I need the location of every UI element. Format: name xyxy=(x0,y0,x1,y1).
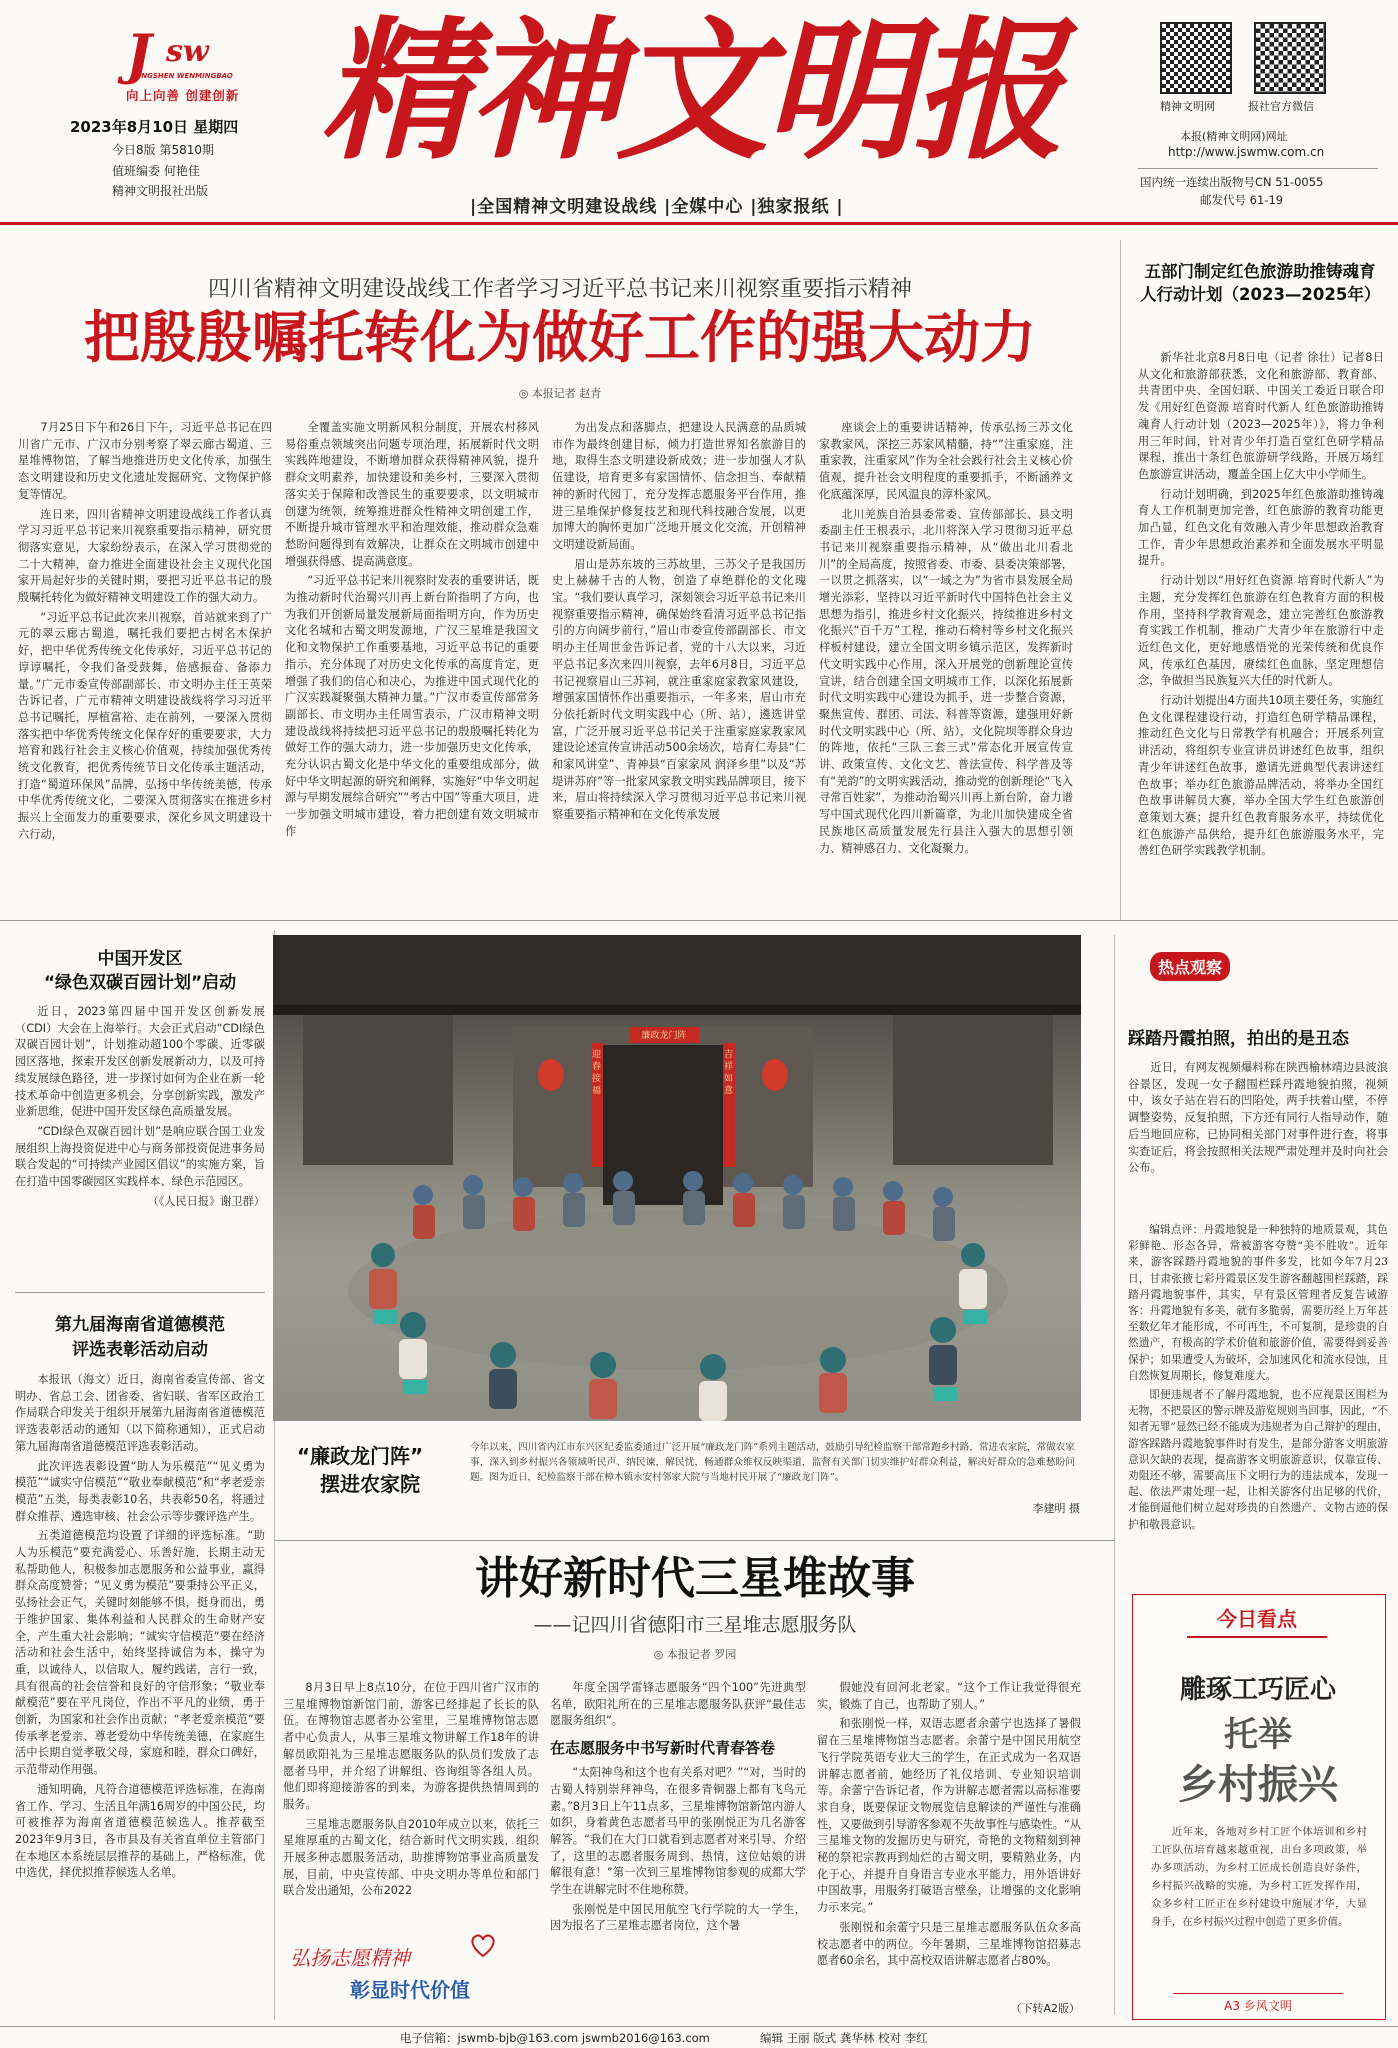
newspaper-title: 精神文明报 xyxy=(320,1,1060,180)
side2-title-2: “绿色双碳百园计划”启动 xyxy=(43,973,237,993)
side3-title-2: 评选表彰活动启动 xyxy=(72,1340,208,1360)
tagline: |全国精神文明建设战线 |全媒中心 |独家报纸 | xyxy=(470,197,844,217)
lead-p7: 眉山是苏东坡的三苏故里，三苏父子是我国历史上赫赫千古的人物，创造了卓绝群伦的文化瑰宝。“我们要认真学习，深刻领会习近平总书记来川视察重要指示精神，确保始终看清习近平总书记指引的方向阔步前行，”眉山市委宣传部副部长、市文明办主任周世金告诉记者，党的十八大以来，习近平总书记多次来四川视察，去年6月8日，习近平总书记视察眉山三苏祠，就注重家庭家教家风建设，增强家国情怀作出重要指示，一年多来，眉山市充分依托新时代文明实践中心（所、站），遴选讲堂富，广泛开展习近平总书记关于注重家庭家教家风建设论述宣传宣讲活动500余场次，培育仁寿县“仁和家风讲堂”、青神县“百家家风 润泽乡里”以及“苏堤讲苏府”等一批家风家教文明实践品牌项目，接下来，眉山将持续深入学习贯彻习近平总书记来川视察重要指示精神和在文化传承发展 xyxy=(552,557,806,822)
masthead-rule xyxy=(0,222,1398,225)
feature-photo xyxy=(273,935,1081,1421)
slogan: 向上向善 创建创新 xyxy=(126,88,240,103)
side2-source: （《人民日报》谢卫群） xyxy=(147,1194,265,1208)
footer-rule xyxy=(0,2026,1398,2027)
feature-section-head: 在志愿服务中书写新时代青春答卷 xyxy=(550,1739,776,1758)
feature-p5: 张刚悦是中国民用航空飞行学院的大一学生，因为报名了三星堆志愿者岗位，这个暑 xyxy=(550,1902,806,1933)
today-ref[interactable]: A3 乡风文明 xyxy=(1173,1993,1343,2014)
issue-date: 2023年8月10日 星期四 xyxy=(70,118,239,136)
lead-p2: 连日来，四川省精神文明建设战线工作者认真学习习近平总书记来川视察重要指示精神，研究贯彻落实意见，大家纷纷表示，在深入学习贯彻党的二十大精神，奋力推进全面建设社会主义现代化国家开局起好步的关键时期，要把习近平总书记的殷殷嘱托转化为做好精神文明建设工作的强大动力。 xyxy=(18,507,272,605)
hot-title: 踩踏丹霞拍照，拍出的是丑态 xyxy=(1128,1029,1349,1049)
side2-body xyxy=(15,1004,265,1279)
issue-number: 今日8版 第5810期 xyxy=(112,143,214,157)
side2-title-1: 中国开发区 xyxy=(97,949,183,969)
side3-p1: 本报讯（海文）近日，海南省委宣传部、省文明办、省总工会、团省委、省妇联、省军区政治工作局联合印发关于组织开展第九届海南省道德模范评选表彰活动的通知（以下简称通知），正式启动第九届海南省道德模范评选表彰活动。 xyxy=(15,1373,265,1453)
photo-title-1: “廉政龙门阵” xyxy=(296,1444,424,1468)
publisher: 精神文明报社出版 xyxy=(112,184,209,198)
side2-divider xyxy=(15,1292,265,1293)
logo-rest: sw xyxy=(166,34,209,69)
feature-col-3 xyxy=(817,1680,1081,1996)
photo-banner: 廉政龙门阵 xyxy=(641,1031,687,1041)
cn-number: 国内统一连续出版物号CN 51-0055 xyxy=(1140,175,1324,189)
right-column-divider xyxy=(1120,240,1121,920)
side1-p2: 行动计划明确，到2025年红色旅游助推铸魂育人工作机制更加完善，红色旅游的教育功能更加凸显，红色文化有效融入青少年思想政治教育工作，青少年思想政治素养和全面发展水平明显提升。 xyxy=(1138,487,1384,568)
feature-p3: 年度全国学雷锋志愿服务“四个100”先进典型名单，欧阳礼所在的三星堆志愿服务队获评“最佳志愿服务组织”。 xyxy=(550,1681,806,1728)
masthead xyxy=(0,0,1398,235)
qr-divider xyxy=(1138,168,1378,169)
today-title-1: 雕琢工巧匠心 xyxy=(1179,1675,1336,1705)
today-title-2: 托举 xyxy=(1224,1715,1292,1755)
lead-kicker: 四川省精神文明建设战线工作者学习习近平总书记来川视察重要指示精神 xyxy=(207,277,912,302)
side2-p1: 近日，2023第四届中国开发区创新发展（CDI）大会在上海举行。大会正式启动“CDI绿色双碳百园计划”，计划推动超100个零碳、近零碳园区落地，探索开发区创新发展新动力，以及可持续发展绿色路径，进一步探讨如何为企业在新一轮技术革命中创造更多机会，分享创新实践，激发产业新思维，促进中国开发区绿色高质量发展。 xyxy=(15,1005,265,1119)
side3-p4: 通知明确，凡符合道德模范评选标准，在海南省工作、学习、生活且年满16周岁的中国公民，均可被推荐为海南省道德模范候选人。推荐截至2023年9月3日，各市县及有关省直单位主管部门在本地区本系统层层推荐的基础上，严格标准，优中选优，择优拟推荐候选人名单。 xyxy=(15,1782,265,1880)
hot-comment xyxy=(1128,1222,1388,1542)
side3-title-1: 第九届海南省道德模范 xyxy=(55,1315,225,1335)
duty-editor: 值班编委 何艳佳 xyxy=(112,164,200,178)
qr-label-web: 精神文明网 xyxy=(1160,100,1215,113)
photo-people xyxy=(273,935,1081,1421)
logo xyxy=(126,22,266,86)
side1-title: 五部门制定红色旅游助推铸魂育人行动计划（2023—2025年） xyxy=(1140,262,1381,304)
qr-code-web[interactable] xyxy=(1160,22,1232,94)
side2-p2: “CDI绿色双碳百园计划”是响应联合国工业发展组织上海投资促进中心与商务部投资促进事务局联合发起的“可持续产业园区倡议”的实施方案，旨在打造中国零碳园区实践样本、绿色示范园区。 xyxy=(15,1124,265,1189)
side1-p1: 新华社北京8月8日电（记者 徐壮）记者8日从文化和旅游部获悉，文化和旅游部、教育部、共青团中央、全国妇联、中国关工委近日联合印发《用好红色资源 培育时代新人 红色旅游助推铸魂育人行动计划（2023—2025年）》，将力争利用三年时间，针对青少年打造百堂红色研学精品课程，推出十条红色旅游研学线路，开展万场红色旅游宣讲活动，覆盖全国上亿大中小学师生。 xyxy=(1138,351,1384,481)
today-title-3: 乡村振兴 xyxy=(1178,1761,1338,1808)
logo-en: JINGSHEN WENMINGBAO xyxy=(136,72,233,80)
hot-topic-tag xyxy=(1150,950,1280,984)
side3-p3: 五类道德模范均设置了详细的评选标准。“助人为乐模范”要充满爱心、乐善好施，长期主动无私帮助他人，积极参加志愿服务和公益事业，赢得群众高度赞誉；“见义勇为模范”要秉持公平正义，弘扬社会正气，关键时刻能够不惧，挺身而出，勇于维护国家、集体利益和人民群众的生命财产安全，产生重大社会影响；“诚实守信模范”要在经济活动和社会生活中，始终坚持诚信为本，操守为重，以诚待人，以信取人，履约践诺，言行一致，具有很高的社会信誉和良好的守信形象；“敬业奉献模范”要在平凡岗位，作出不平凡的业绩，勇于创新，为国家和社会作出贡献；“孝老爱亲模范”要传承孝老爱亲、尊老爱幼中华传统美德，在家庭生活中长期自觉孝敬父母，家庭和睦，群众口碑好，示范带动作用强。 xyxy=(15,1529,265,1777)
lead-p6: 为出发点和落脚点，把建设人民满意的品质城市作为最终创建目标，倾力打造世界知名旅游目的地，取得生态文明建设新成效；进一步加强人才队伍建设，培育更多有家国情怀、信念担当、奉献精神的新时代园丁，充分发挥志愿服务平台作用，推进三星堆保护修复技艺和现代科技融合发展，以更加博大的胸怀更加广泛地开展文化交流，开创精神文明建设新局面。 xyxy=(552,421,806,551)
feature-col-2 xyxy=(550,1680,806,2025)
today-box xyxy=(1132,1594,1386,2020)
hot-tag-badge: 热点观察 xyxy=(1150,952,1230,981)
feature-continued[interactable]: （下转A2版） xyxy=(1010,2002,1080,2015)
section-divider xyxy=(0,920,1398,921)
lead-p8: 座谈会上的重要讲话精神，传承弘扬三苏文化家教家风，深挖三苏家风精髓，持“”注重家庭，注重家教，注重家风”作为全社会践行社会主义核心价值观，提升社会文明程度的重要抓手，不断涵养文化底蕴深厚，民风温良的淳朴家风。 xyxy=(819,421,1073,501)
feature-p2: 三星堆志愿服务队自2010年成立以来，依托三星堆厚重的古蜀文化，结合新时代文明实践，组织开展多种志愿服务活动，助推博物馆事业高质量发展，目前，中央宣传部、中央文明办等单位和部门联合发出通知，公布2022 xyxy=(283,1817,539,1898)
hot-p2: 编辑点评：丹霞地貌是一种独特的地质景观，其色彩鲜艳、形态各异，常被游客夸赞“美不胜收”。近年来，游客踩踏丹霞地貌的事件多发，比如今年7月23日，甘肃张掖七彩丹霞景区发生游客翻越围栏踩踏，踩踏丹霞地貌事件，其实，早有景区管理者反复告诫游客：丹霞地貌有多美，就有多脆弱，需要历经上万年甚至数亿年才能形成，不可再生，不可复制，是珍贵的自然遗产，有极高的学术价值和旅游价值，需要得到妥善保护；如果遭受人为破坏，会加速风化和流水侵蚀，且自然恢复周期长，修复难度大。 xyxy=(1128,1224,1388,1382)
lead-col-2 xyxy=(285,420,539,895)
volunteer-slogan-2: 彰显时代价值 xyxy=(350,1978,470,2002)
side1-p4: 行动计划提出4方面共10项主要任务，实施红色文化课程建设行动，打造红色研学精品课程，推动红色文化与日常教学有机融合；开展系列宣讲活动，将组织专业宣讲员讲述红色故事，组织青少年讲述红色故事，邀请先进典型代表讲述红色故事；举办红色旅游品牌活动，将举办全国红色故事讲解员大赛，举办全国大学生红色旅游创意策划大赛；提升红色教育服务水平，持续优化红色旅游产品供给，提升红色旅游服务水平，完善红色研学实践教学机制。 xyxy=(1138,694,1384,858)
feature-col-1 xyxy=(283,1680,539,1925)
qr-code-wechat[interactable] xyxy=(1254,22,1326,94)
heart-icon xyxy=(468,1930,498,1960)
feature-p4: “太阳神鸟和这个也有关系对吧？”“对，当时的古蜀人特别崇拜神鸟，在很多青铜器上都有飞鸟元素。”8月3日上午11点多，三星堆博物馆新馆内游人如织，身着黄色志愿者马甲的张刚悦正为几名游客解答。“我们在大门口就看到志愿者对来引导、介绍了，这里的志愿者服务周到、热情，这位姑娘的讲解很有意！”第一次到三星堆博物馆参观的成都大学学生在讲解完时不住地称赞。 xyxy=(550,1766,806,1897)
feature-p7: 和张刚悦一样，双语志愿者余蕾宁也选择了暑假留在三星堆博物馆当志愿者。余蕾宁是中国民用航空飞行学院英语专业大三的学生，在正式成为一名双语讲解志愿者前，她经历了礼仪培训、专业知识培训等。余蕾宁告诉记者，作为讲解志愿者需以高标准要求自身，既要保证文物展览信息解读的严谨性与准确性，又要做到引导游客参观不失故事性与感染性。“从三星堆文物的发掘历史与研究，奇艳的文物精刻到神秘的祭祀宗教再到灿烂的古蜀文明，要精熟业务，内化于心，并提升自身语言专业水平能力，用外语讲好中国故事，用服务打破语言壁垒，让增强的文化影响力示来完。” xyxy=(817,1717,1081,1915)
feature-p1: 8月3日早上8点10分，在位于四川省广汉市的三星堆博物馆新馆门前，游客已经排起了长长的队伍。在博物馆志愿者办公室里，三星堆博物馆志愿者中心负责人，从事三星堆文物讲解工作18年的讲解员欧阳礼为三星堆志愿服务队的队员们发放了志愿者马甲，并介绍了讲解组、咨询组等各组人员。他们即将迎接游客的到来，为游客提供热情周到的服务。 xyxy=(283,1681,539,1811)
side1-p3: 行动计划以“用好红色资源 培育时代新人”为主题，充分发挥红色旅游在红色教育方面的积极作用，坚持科学教育观念，建立完善红色旅游教育实践工作机制，推动广大青少年在旅游行中走近红色文化，更好地感悟党的光荣传统和优良作风，传承红色基因，赓续红色血脉，坚定理想信念，争做担当民族复兴大任的时代新人。 xyxy=(1138,574,1384,688)
feature-p8: 张刚悦和余蕾宁只是三星堆志愿服务队伍众多高校志愿者中的两位。今年暑期，三星堆博物馆招募志愿者60余名，其中高校双语讲解志愿者占80%。 xyxy=(817,1920,1081,1968)
door-couplet-left: 迎春接福 xyxy=(592,1050,602,1096)
lead-p4: 全覆盖实施文明新风积分制度，开展农村移风易俗重点领域突出问题专项治理，拓展新时代文明实践阵地建设，不断增加群众获得精神风貌，提升群众文明素养，加快建设和美乡村，三要深入贯彻落实关于保障和改善民生的重要要求，以文明城市创建为统领，统筹推进群众性精神文明创建工作，不断提升城市管理水平和治理效能，推动群众急难愁盼问题得到有效解决，让群众在文明城市创建中增强获得感、提高满意度。 xyxy=(285,421,539,568)
today-body: 近年来，各地对乡村工匠个体培训和乡村工匠队伍培育越来越重视，出台多项政策，举办多项活动，为乡村工匠成长创造良好条件，乡村振兴战略的实施，为乡村工匠发挥作用，众多乡村工匠正在乡村建设中施展才华，大显身手，在乡村振兴过程中创造了更多价值。 xyxy=(1151,1826,1367,1928)
hot-p1: 近日，有网友视频爆料称在陕西榆林靖边县波浪谷景区，发现一女子翻围栏踩丹霞地貌拍照，视频中，该女子站在岩石的凹陷处，两手扶着山壁，不停调整姿势，反复拍照，下方还有同行人指导动作，随后当地回应称，已协同相关部门对事件进行查，将事实查证后，将会按照相关法规严肃处理并及时向社会公布。 xyxy=(1128,1061,1388,1175)
lead-p5: “习近平总书记来川视察时发表的重要讲话，既为推动新时代治蜀兴川再上新台阶指明了方向，也为我们开创新局量发展新局面指明方向，作为历史文化名城和古蜀文明发源地，广汉三星堆是我国文化和文物保护工作重要基地，习近平总书记的重要指示，充分体现了对历史文化传承的高度肯定，更增强了我们的信心和决心，为推进中国式现代化的广汉实践凝聚强大精神力量。”广汉市委宣传部常务副部长、市文明办主任周雪表示，广汉市精神文明建设战线将持续把习近平总书记的殷殷嘱托转化为做好工作的强大动力，进一步加强历史文化传承，充分认识古蜀文化是中华文化的重要组成部分，做好中华文明起源的研究和阐释，实施好“中华文明起源与早期发展综合研究”“考古中国”等重大项目，进一步加强文明城市建设，着力把创建有效文明城市作 xyxy=(285,574,539,838)
footer-staff: 编辑 王丽 版式 龚华林 校对 李红 xyxy=(760,2031,928,2045)
feature-divider xyxy=(275,1540,1115,1541)
photo-caption: 今年以来，四川省内江市东兴区纪委监委通过广泛开展“廉政龙门阵”系列主题活动，鼓励引导纪检监察干部常跑乡村路，常进农家院，常做农家事，深入到乡村振兴各领域听民声、纳民谏，解民忧，畅通群众维权反映渠道，监督有关部门切实维护好群众利益，解决好群众的急难愁盼问题。图为近日，纪检监察干部在樟木镇永安村邻家大院与当地村民开展了“廉政龙门阵”。 xyxy=(470,1442,1075,1483)
side3-body xyxy=(15,1372,265,2017)
postal-code: 邮发代号 61-19 xyxy=(1200,193,1284,207)
lead-p3: “习近平总书记此次来川视察，首站就来到了广元的翠云廊古蜀道，嘱托我们要把古树名木保护好，把中华优秀传统文化传承好，习近平总书记的谆谆嘱托，令我们备受鼓舞，倍感振奋、备添力量。”广元市委宣传部副部长、市文明办主任王英荣告诉记者，广元市精神文明建设战线将学习习近平总书记嘱托，厚植富裕、走在前列，一要深入贯彻落实把中华优秀传统文化保存好的重要要求，大力培育和践行社会主义核心价值观，持续加强优秀传统文化教育，把优秀传统节日文化传承主题活动，打造“蜀道环保风”品牌，弘扬中华传统美德，传承中华优秀传统文化，二要深入贯彻落实在推进乡村振兴上全面发力的重要要求，深化乡风文明建设十六行动， xyxy=(18,610,272,841)
website-url[interactable]: http://www.jswmw.com.cn xyxy=(1168,145,1325,159)
feature-subhead: ——记四川省德阳市三星堆志愿服务队 xyxy=(533,1614,857,1636)
lead-p1: 7月25日下午和26日下午，习近平总书记在四川省广元市、广汉市分别考察了翠云廊古蜀道、三星堆博物馆，了解当地推进历史文化传承，加强生态文明建设和历史文化遗址发掘研究、文物保护修复等情况。 xyxy=(18,421,272,501)
side3-p2: 此次评选表彰设置“助人为乐模范”“见义勇为模范”“诚实守信模范”“敬业奉献模范”和“孝老爱亲模范”五类，每类表彰10名，共表彰50名，将通过群众推荐、遴选审核、社会公示等步骤评选产生。 xyxy=(15,1459,265,1523)
photo-title-2: 摆进农家院 xyxy=(320,1472,420,1496)
volunteer-slogan-1: 弘扬志愿精神 xyxy=(290,1946,410,1970)
side1-body xyxy=(1138,350,1384,910)
qr-label-wechat: 报社官方微信 xyxy=(1248,100,1314,113)
hot-p3: 即便违规者不了解丹霞地貌，也不应视景区围栏为无物，不把景区的警示牌及游览规则当回事，因此，“不知者无罪”显然已经不能成为违规者为自己辩护的理由，游客踩踏丹霞地貌事件时有发生，是部分游客文明旅游意识欠缺的表现，提高游客文明旅游意识，仅靠宣传、劝阻还不够，需要高压下文明行为的违法成本，发现一起、依法严肃处理一起，让相关游客付出足够的代价，才能倒逼他们树立起对珍贵的自然遗产、文物古迹的保护和敬畏意识。 xyxy=(1128,1389,1388,1531)
lead-col-1 xyxy=(18,420,272,895)
lead-p9: 北川羌族自治县委常委、宣传部部长、县文明委副主任王根表示，北川将深入学习贯彻习近平总书记来川视察重要指示精神，从“做出北川看北川”的全局高度，按照省委、市委、县委决策部署，一以贯之抓落实，以“一域之为”为省市县发展全局增光添彩，坚持以习近平新时代中国特色社会主义思想为指引，推进乡村文化振兴，持续推进乡村文化振兴“百千万”工程，推动石椅村等乡村文化振兴样板村建设，建立全国文明乡镇示范区，发挥新时代文明实践中心作用，深入开展党的创新理论宣传宣讲，结合创建全国文明城市工作，以深化拓展新时代文明实践中心建设为抓手，进一步整合资源，聚焦宣传、群团、司法、科普等资源，建强用好新时代文明实践中心（所、站），文化院坝等群众身边的阵地，依托“三队三套三式”常态化开展宣传宣讲、政策宣传、文化文艺、普法宣传、科学普及等有“羌韵”的文明实践活动，推动党的创新理论“飞入寻常百姓家”，为推动治蜀兴川再上新台阶，奋力谱写中国式现代化四川新篇章，为北川加快建成全省民族地区高质量发展先行县注入强大的思想引领力、精神感召力、文化凝聚力。 xyxy=(819,507,1073,855)
lead-headline: 把殷殷嘱托转化为做好工作的强大动力 xyxy=(84,306,1036,371)
photo-credit: 李建明 摄 xyxy=(1032,1502,1080,1515)
right-column-divider-2 xyxy=(1114,935,1115,2015)
footer-email: 电子信箱：jswmb-bjb@163.com jswmb2016@163.com xyxy=(400,2031,710,2045)
url-label: 本报(精神文明网)网址 xyxy=(1180,130,1288,143)
feature-p6: 假她没有回河北老家。“这个工作让我觉得很充实，锻炼了自己，也帮助了别人。” xyxy=(817,1681,1081,1711)
lead-col-4 xyxy=(819,420,1073,895)
door-couplet-right: 吉祥如意 xyxy=(724,1050,734,1096)
lead-col-3 xyxy=(552,420,806,895)
logo-letter: J xyxy=(126,22,152,86)
feature-byline: ◎ 本报记者 罗园 xyxy=(653,1648,737,1661)
hot-body xyxy=(1128,1060,1388,1220)
lead-byline: ◎ 本报记者 赵青 xyxy=(518,387,602,400)
today-tag: 今日看点 xyxy=(1187,1603,1327,1638)
feature-headline: 讲好新时代三星堆故事 xyxy=(475,1553,915,1604)
